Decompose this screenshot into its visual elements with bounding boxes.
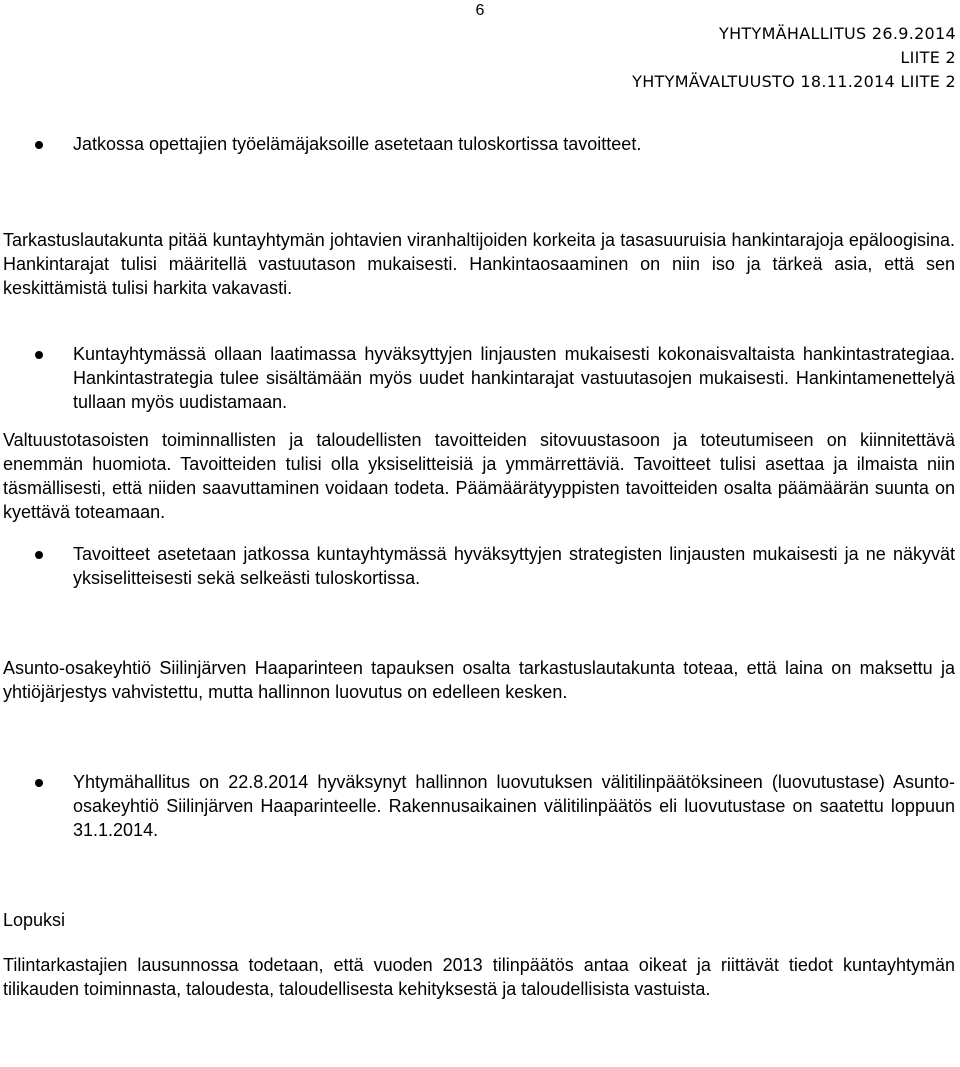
paragraph: Tarkastuslautakunta pitää kuntayhtymän johtavien viranhaltijoiden korkeita ja tasasuuruisia hankintarajoja epäloogisina. Hankintarajat tulisi määritellä vastuutason mukaisesti. Hankintaosaaminen on niin iso ja tärkeä asia, että sen keskittämistä tulisi harkita vakavasti.: [3, 230, 955, 298]
header-line-council: YHTYMÄVALTUUSTO 18.11.2014 LIITE 2: [632, 72, 956, 91]
bullet-icon: [35, 351, 43, 359]
paragraph: Asunto-osakeyhtiö Siilinjärven Haaparinteen tapauksen osalta tarkastuslautakunta toteaa, että laina on maksettu ja yhtiöjärjestys vahvistettu, mutta hallinnon luovutus on edelleen kesken.: [3, 658, 955, 702]
bullet-text: Yhtymähallitus on 22.8.2014 hyväksynyt hallinnon luovutuksen välitilinpäätöksineen (luovutustase) Asunto-osakeyhtiö Siilinjärven Haaparinteelle. Rakennusaikainen välitilinpäätös eli luovutustase on saatettu loppuun 31.1.2014.: [73, 772, 955, 840]
document-body: [3, 132, 955, 1001]
page-number: 6: [475, 2, 485, 19]
document-header: [632, 22, 956, 94]
bullet-item: [3, 342, 955, 414]
bullet-icon: [35, 141, 43, 149]
bullet-icon: [35, 779, 43, 787]
bullet-text: Tavoitteet asetetaan jatkossa kuntayhtymässä hyväksyttyjen strategisten linjausten mukaisesti ja ne näkyvät yksiselitteisesti sekä selkeästi tuloskortissa.: [73, 544, 955, 588]
bullet-icon: [35, 551, 43, 559]
bullet-text: Jatkossa opettajien työelämäjaksoille asetetaan tuloskortissa tavoitteet.: [73, 134, 642, 154]
bullet-text: Kuntayhtymässä ollaan laatimassa hyväksyttyjen linjausten mukaisesti kokonaisvaltaista hankintastrategiaa. Hankintastrategia tulee sisältämään myös uudet hankintarajat vastuutasojen mukaisesti. Hankintamenettelyä tullaan myös uudistamaan.: [73, 344, 955, 412]
paragraph: Valtuustotasoisten toiminnallisten ja taloudellisten tavoitteiden sitovuustasoon ja toteutumiseen on kiinnitettävä enemmän huomiota. Tavoitteiden tulisi olla yksiselitteisiä ja ymmärrettäviä. Tavoitteet tulisi asettaa ja ilmaista niin täsmällisesti, että niiden saavuttaminen voidaan todeta. Päämäärätyyppisten tavoitteiden osalta päämäärän suunta on kyettävä toteamaan.: [3, 430, 955, 522]
bullet-item: [3, 542, 955, 590]
header-line-board: YHTYMÄHALLITUS 26.9.2014: [719, 24, 956, 43]
section-heading: Lopuksi: [3, 910, 66, 930]
header-line-attachment: LIITE 2: [900, 48, 956, 67]
paragraph: Tilintarkastajien lausunnossa todetaan, että vuoden 2013 tilinpäätös antaa oikeat ja riittävät tiedot kuntayhtymän tilikauden toiminnasta, taloudesta, taloudellisesta kehityksestä ja taloudellisista vastuista.: [3, 955, 955, 999]
bullet-item: [3, 770, 955, 842]
bullet-item: [3, 132, 955, 156]
